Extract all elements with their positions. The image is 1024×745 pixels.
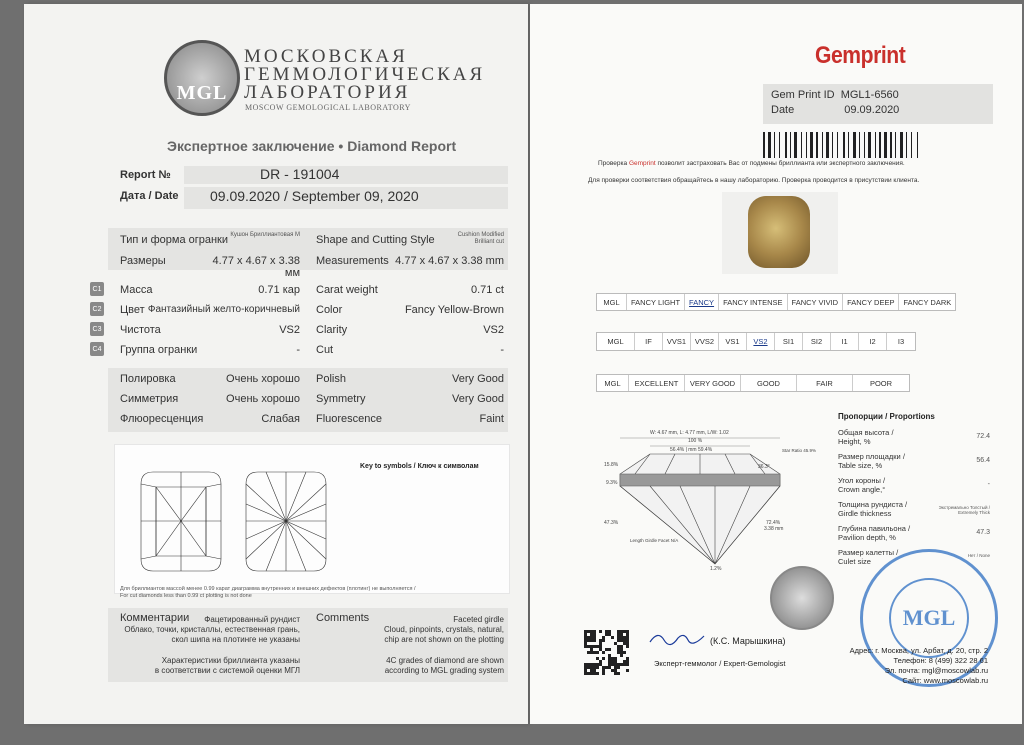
clarity-scale-cell: I3 bbox=[897, 337, 905, 346]
barcode-bar bbox=[875, 132, 876, 158]
grading-note-ru: Характеристики бриллианта указаны в соответствии с системой оценки МГЛ bbox=[154, 656, 300, 675]
clarity-scale-cell: SI1 bbox=[775, 333, 803, 350]
color-scale-cell: FANCY DEEP bbox=[843, 294, 899, 310]
grading-note-en: 4C grades of diamond are shown according to MGL grading system bbox=[384, 656, 504, 675]
proportion-label: Толщина рундиста / Girdle thickness bbox=[838, 500, 908, 518]
gemprint-logo: Gemprint bbox=[815, 42, 906, 69]
svg-text:36.3°: 36.3° bbox=[758, 464, 770, 470]
barcode-bar bbox=[879, 132, 881, 158]
mgl-logo: MGL bbox=[164, 40, 240, 116]
lab-address: Адрес: г. Москва, ул. Арбат, д. 20, стр. 2 Телефон: 8 (499) 322 28 61 Эл. почта: mgl@moscowlab.ru Сайт: www.moscowlab.ru bbox=[849, 646, 988, 685]
cushion-outline-icon bbox=[131, 469, 341, 579]
barcode-bar bbox=[900, 132, 903, 158]
barcode-bar bbox=[774, 132, 775, 158]
clarity-scale-cell: MGL bbox=[597, 333, 635, 350]
barcode-bar bbox=[911, 132, 912, 158]
proportions-title: Пропорции / Proportions bbox=[838, 412, 935, 421]
barcode-bar bbox=[806, 132, 807, 158]
profile-diagram bbox=[604, 424, 820, 574]
barcode-bar bbox=[906, 132, 907, 158]
plot-note-ru: Для бриллиантов массой менее 0.99 карат диаграмма внутренних и внешних дефектов (плотинг) не выполняется / bbox=[120, 586, 416, 592]
svg-text:56.4% | mm 59.4%: 56.4% | mm 59.4% bbox=[670, 447, 713, 453]
barcode-bar bbox=[895, 132, 896, 158]
cut-scale-cell: MGL bbox=[597, 375, 629, 391]
diamond-photo bbox=[722, 192, 838, 274]
color-scale bbox=[596, 293, 956, 311]
comments-en: Faceted girdle Cloud, pinpoints, crystals, natural, chip are not shown on the plotting bbox=[383, 615, 504, 644]
cut-scale-cell: FAIR bbox=[797, 375, 853, 391]
report-left-page: MGL МОСКОВСКАЯ ГЕММОЛОГИЧЕСКАЯ ЛАБОРАТОРИЯ MOSCOW GEMOLOGICAL LABORATORY Экспертное заключение • Diamond Report Report № DR - 191004 Дата / Date 09.09.2020 / September 09, 2020 Тип и форма огранки Кушон Бриллиантовая М Shape and Cutting Style Cushion Modified Brilliant cut Размеры 4.77 x 4.67 x 3.38 мм Measurements 4.77 x 4.67 x 3.38 mm C1 Масса 0.71 кар Carat weight 0.71 ct C2 Цвет Фантазийный желто-коричневый Color Fancy Yellow-Brown C3 Чистота VS2 Clarity VS2 C4 Группа огранки - Cut - Полировка Очень хорошо Polish Very Good Симметрия Очень хорошо Symmetry Very Good Флюоресценция Слабая Fluorescence Faint Key to symbols / Ключ к символам Для бриллиантов массой менее 0.99 карат диаграмма внутренних и внешних дефектов (плотинг) не выполняется / For cut diamonds less than 0.99 ct plotting is not done Комментарии Фацетированный рундист Облако, точки, кристаллы, естественная грань, скол шипа на плотинге не указаны Comments Faceted girdle Cloud, pinpoints, crystals, natural, chip are not shown on the plotting Характеристики бриллианта указаны в соответствии с системой оценки МГЛ 4C grades of diamond are shown according to MGL grading system bbox=[24, 4, 528, 724]
proportion-label: Угол короны / Crown angle,° bbox=[838, 476, 886, 494]
shape-ru-value: Кушон Бриллиантовая М bbox=[230, 232, 300, 238]
shape-en-value: Cushion Modified Brilliant cut bbox=[457, 232, 504, 245]
proportion-value: 47.3 bbox=[976, 529, 990, 536]
svg-text:72.4%: 72.4% bbox=[766, 520, 781, 526]
date-label: Дата / Date bbox=[120, 190, 179, 202]
barcode-bar bbox=[859, 132, 860, 158]
barcode-bar bbox=[832, 132, 833, 158]
barcode-bar bbox=[868, 132, 871, 158]
signature-icon bbox=[648, 628, 708, 648]
clarity-scale-cell: IF bbox=[635, 333, 663, 350]
svg-text:1.2%: 1.2% bbox=[710, 566, 722, 572]
proportion-label: Размер площадки / Table size, % bbox=[838, 452, 905, 470]
barcode-bar bbox=[822, 132, 823, 158]
proportion-label: Глубина павильона / Pavilion depth, % bbox=[838, 524, 911, 542]
report-right-page bbox=[530, 4, 1022, 724]
cut-scale bbox=[596, 374, 910, 392]
svg-text:9.3%: 9.3% bbox=[606, 480, 618, 486]
clarity-scale-cell: VVS1 bbox=[663, 333, 691, 350]
clarity-scale-cell: VS2 bbox=[747, 333, 775, 350]
barcode-bar bbox=[826, 132, 829, 158]
barcode-bar bbox=[843, 132, 845, 158]
plot-note-en: For cut diamonds less than 0.99 ct plotting is not done bbox=[120, 593, 252, 599]
plotting-diagram bbox=[114, 444, 510, 594]
qr-code-icon bbox=[584, 630, 630, 676]
barcode-bar bbox=[790, 132, 791, 158]
proportion-value: 72.4 bbox=[976, 433, 990, 440]
barcode-bar bbox=[884, 132, 887, 158]
barcode-bar bbox=[917, 132, 918, 158]
check-line-1: Проверка Gemprint позволит застраховать Вас от подмены бриллианта или экспертного заключения. bbox=[598, 160, 905, 167]
barcode-bar bbox=[848, 132, 849, 158]
barcode-bar bbox=[763, 132, 765, 158]
key-to-symbols: Key to symbols / Ключ к символам bbox=[360, 463, 479, 470]
svg-text:Star Ratio 45.9%: Star Ratio 45.9% bbox=[782, 448, 817, 453]
svg-text:15.8%: 15.8% bbox=[604, 462, 619, 468]
diagram-top-label: W: 4.67 mm, L: 4.77 mm, L/W: 1.02 bbox=[650, 430, 729, 436]
lab-title: МОСКОВСКАЯ ГЕММОЛОГИЧЕСКАЯ ЛАБОРАТОРИЯ bbox=[244, 46, 486, 103]
dim-ru-label: Размеры bbox=[120, 255, 166, 267]
gemprint-id-box: Gem Print ID MGL1-6560 Date 09.09.2020 bbox=[763, 84, 993, 124]
color-scale-cell: MGL bbox=[597, 294, 627, 310]
comments-ru: Фацетированный рундист Облако, точки, кристаллы, естественная грань, скол шипа на плотинге не указаны bbox=[124, 615, 300, 644]
clarity-scale-cell: SI2 bbox=[803, 333, 831, 350]
expert-title: Эксперт-геммолог / Expert-Gemologist bbox=[654, 659, 786, 668]
lab-title-en: MOSCOW GEMOLOGICAL LABORATORY bbox=[245, 103, 411, 112]
color-scale-cell: FANCY VIVID bbox=[788, 294, 844, 310]
color-scale-cell: FANCY LIGHT bbox=[627, 294, 685, 310]
barcode-bar bbox=[890, 132, 892, 158]
barcode-bar bbox=[816, 132, 818, 158]
expert-name: (К.С. Марышкина) bbox=[710, 636, 786, 646]
hologram-seal-icon bbox=[770, 566, 834, 630]
proportion-label: Общая высота / Height, % bbox=[838, 428, 894, 446]
barcode-bar bbox=[779, 132, 780, 158]
stamp-logo: MGL bbox=[889, 578, 969, 658]
proportion-value: 56.4 bbox=[976, 457, 990, 464]
barcode-bar bbox=[853, 132, 856, 158]
clarity-scale-cell: I2 bbox=[859, 333, 887, 350]
comments-en-label: Comments bbox=[316, 612, 370, 624]
check-line-2: Для проверки соответствия обращайтесь в нашу лабораторию. Проверка проводится в присутствии клиента. bbox=[588, 177, 920, 184]
clarity-scale-cell: VS1 bbox=[719, 333, 747, 350]
report-no-label: Report № bbox=[120, 169, 171, 181]
shape-ru-label: Тип и форма огранки bbox=[120, 234, 229, 246]
comments-ru-label: Комментарии bbox=[120, 612, 190, 624]
cut-scale-cell: VERY GOOD bbox=[685, 375, 741, 391]
proportion-label: Размер калетты / Culet size bbox=[838, 548, 899, 566]
diamond-icon bbox=[748, 196, 810, 268]
svg-text:3.38 mm: 3.38 mm bbox=[764, 526, 784, 532]
barcode-bar bbox=[794, 132, 797, 158]
barcode-bar bbox=[801, 132, 802, 158]
report-date: 09.09.2020 / September 09, 2020 bbox=[210, 188, 419, 204]
barcode-bar bbox=[837, 132, 838, 158]
dim-en-value: 4.77 x 4.67 x 3.38 mm bbox=[395, 255, 504, 267]
barcode-bar bbox=[810, 132, 813, 158]
proportion-value: Экстремально Толстый / Extremely Thick bbox=[938, 505, 990, 515]
color-scale-cell: FANCY DARK bbox=[903, 297, 952, 307]
dim-en-label: Measurements bbox=[316, 255, 389, 267]
barcode-bar bbox=[785, 132, 787, 158]
barcode-bar bbox=[864, 132, 865, 158]
proportion-value: - bbox=[987, 481, 990, 488]
report-title: Экспертное заключение • Diamond Report bbox=[167, 138, 457, 154]
cut-scale-cell: GOOD bbox=[741, 375, 797, 391]
clarity-scale-cell: I1 bbox=[831, 333, 859, 350]
clarity-scale bbox=[596, 332, 916, 351]
color-scale-cell: FANCY INTENSE bbox=[719, 294, 787, 310]
cut-scale-cell: POOR bbox=[869, 378, 893, 388]
proportion-value: Нет / None bbox=[967, 553, 990, 558]
shape-en-label: Shape and Cutting Style bbox=[316, 234, 435, 246]
svg-text:Length Girdle Facet N/A: Length Girdle Facet N/A bbox=[630, 538, 679, 543]
dim-ru-value: 4.77 x 4.67 x 3.38 мм bbox=[212, 255, 300, 279]
report-no: DR - 191004 bbox=[260, 166, 340, 182]
svg-text:100 %: 100 % bbox=[688, 438, 703, 444]
barcode bbox=[763, 132, 988, 158]
color-scale-cell: FANCY bbox=[685, 294, 719, 310]
barcode-bar bbox=[768, 132, 771, 158]
clarity-scale-cell: VVS2 bbox=[691, 333, 719, 350]
cut-scale-cell: EXCELLENT bbox=[629, 375, 685, 391]
svg-text:47.3%: 47.3% bbox=[604, 520, 619, 526]
